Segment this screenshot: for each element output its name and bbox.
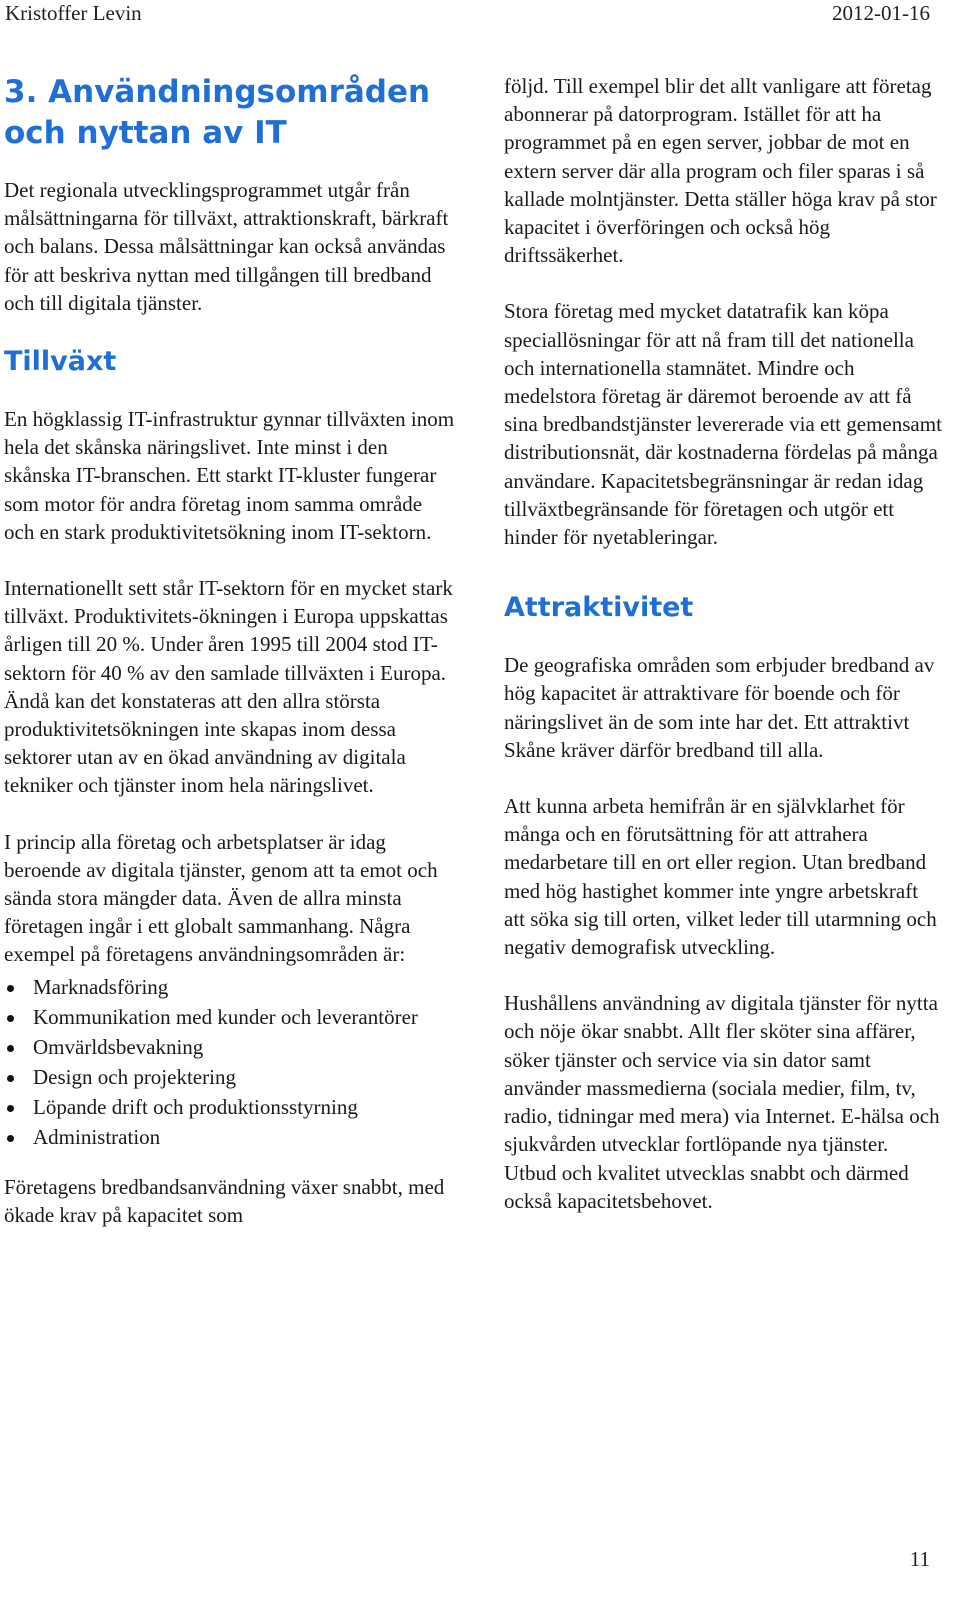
attraktivitet-paragraph-3: Hushållens användning av digitala tjänster för nytta och nöje ökar snabbt. Allt fler sköter sina affärer, söker tjänster och service via sin dator samt använder massmedierna (sociala medier, film, tv, radio, tidningar med mera) via Internet. E-hälsa och sjukvården utvecklar fortlöpande nya tjänster. Utbud och kvalitet utvecklas snabbt och därmed också kapacitetsbehovet. — [504, 991, 940, 1213]
tillvaxt-paragraph-4: Företagens bredbandsanvändning växer snabbt, med ökade krav på kapacitet som — [4, 1175, 445, 1228]
attraktivitet-paragraph-1: De geografiska områden som erbjuder bredband av hög kapacitet är attraktivare för boende och för näringslivet än de som inte har det. Ett attraktivt Skåne kräver därför bredband till alla. — [504, 653, 935, 762]
left-column — [4, 72, 456, 1258]
header-date: 2012-01-16 — [832, 1, 930, 25]
list-item: Marknadsföring — [4, 973, 456, 1002]
continuation-paragraph: följd. Till exempel blir det allt vanligare att företag abonnerar på datorprogram. Istället för att ha programmet på en egen server, jobbar de mot en extern server där alla program och filer sparas i så kallade molntjänster. Detta ställer höga krav på stor kapacitet i överföringen och också hög driftssäkerhet. — [504, 74, 937, 268]
list-item: Löpande drift och produktionsstyrning — [4, 1093, 456, 1122]
companies-paragraph: Stora företag med mycket datatrafik kan köpa speciallösningar för att nå fram till det nationella och internationella stamnätet. Mindre och medelstora företag är däremot beroende av att få sina bredbandstjänster levererade via ett gemensamt distributionsnät, där kostnaderna fördelas på många användare. Kapacitetsbegränsningar är redan idag tillväxtbegränsande för företagen och utgör ett hinder för nyetableringar. — [504, 299, 942, 550]
attraktivitet-paragraph-2: Att kunna arbeta hemifrån är en självklarhet för många och en förutsättning för att attrahera medarbetare till en ort eller region. Utan bredband med hög hastighet kommer inte yngre arbetskraft att söka sig till orten, vilket leder till utarmning och negativ demografisk utveckling. — [504, 794, 937, 960]
list-item: Design och projektering — [4, 1063, 456, 1092]
usage-area-list — [4, 973, 456, 1152]
tillvaxt-paragraph-1: En högklassig IT-infrastruktur gynnar tillväxten inom hela det skånska näringslivet. Inte minst i den skånska IT-branschen. Ett starkt IT-kluster fungerar som motor för andra företag inom samma område och en stark produktivitetsökning inom IT-sektorn. — [4, 407, 455, 544]
intro-paragraph: Det regionala utvecklingsprogrammet utgår från målsättningarna för tillväxt, attraktionskraft, bärkraft och balans. Dessa målsättningar kan också användas för att beskriva nyttan med tillgången till bredband och till digitala tjänster. — [4, 178, 449, 315]
tillvaxt-heading: Tillväxt — [4, 346, 117, 378]
right-column — [504, 72, 944, 1243]
tillvaxt-paragraph-3: I princip alla företag och arbetsplatser är idag beroende av digitala tjänster, genom att ta emot och sända stora mängder data. Även de allra minsta företagen ingår i ett globalt sammanhang. Några exempel på företagens användningsområden är: — [4, 829, 438, 967]
attraktivitet-heading: Attraktivitet — [504, 592, 694, 624]
tillvaxt-paragraph-2: Internationellt sett står IT-sektorn för en mycket stark tillväxt. Produktivitets-ökningen i Europa uppskattas årligen till 20 %. Under åren 1995 till 2004 stod IT-sektorn för 40 % av den samlade tillväxten i Europa. Ändå kan det konstateras att den allra största produktivitetsökningen inte skapas inom dessa sektorer utan av en ökad användning av digitala tekniker och tjänster inom hela näringslivet. — [4, 576, 453, 798]
list-item: Administration — [4, 1123, 456, 1152]
page-number: 11 — [909, 1547, 930, 1571]
list-item: Omvärldsbevakning — [4, 1033, 456, 1062]
header-author: Kristoffer Levin — [5, 1, 142, 25]
list-item: Kommunikation med kunder och leverantörer — [4, 1003, 456, 1032]
section-title: 3. Användningsområden och nyttan av IT — [4, 74, 431, 151]
